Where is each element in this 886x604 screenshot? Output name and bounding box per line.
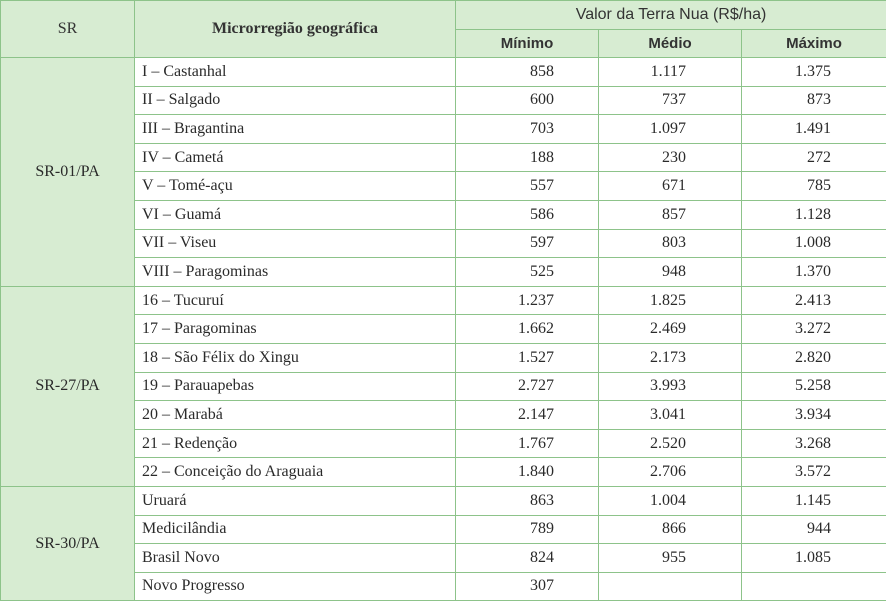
sr-cell: SR-01/PA [1,58,135,287]
minimo-cell: 1.767 [456,429,599,458]
medio-cell: 1.097 [599,115,742,144]
header-maximo: Máximo [742,30,886,58]
microrregiao-cell: 18 – São Félix do Xingu [135,343,456,372]
microrregiao-cell: Brasil Novo [135,544,456,573]
medio-cell: 737 [599,86,742,115]
minimo-cell: 2.147 [456,401,599,430]
minimo-cell: 789 [456,515,599,544]
maximo-cell: 1.145 [742,486,886,515]
maximo-cell: 2.413 [742,286,886,315]
minimo-cell: 858 [456,58,599,87]
maximo-cell: 1.370 [742,258,886,287]
table-row [1,58,886,87]
microrregiao-cell: 22 – Conceição do Araguaia [135,458,456,487]
sr-cell: SR-30/PA [1,486,135,600]
medio-cell: 948 [599,258,742,287]
table-row [1,286,886,315]
table-row [1,486,886,515]
maximo-cell: 785 [742,172,886,201]
microrregiao-cell: Medicilândia [135,515,456,544]
maximo-cell: 272 [742,143,886,172]
microrregiao-cell: 21 – Redenção [135,429,456,458]
maximo-cell: 3.934 [742,401,886,430]
medio-cell: 2.173 [599,343,742,372]
medio-cell: 857 [599,200,742,229]
minimo-cell: 824 [456,544,599,573]
microrregiao-cell: Novo Progresso [135,572,456,601]
microrregiao-cell: II – Salgado [135,86,456,115]
minimo-cell: 307 [456,572,599,601]
header-medio: Médio [599,30,742,58]
minimo-cell: 597 [456,229,599,258]
maximo-cell: 3.572 [742,458,886,487]
table-body [1,58,886,601]
medio-cell: 955 [599,544,742,573]
microrregiao-cell: 17 – Paragominas [135,315,456,344]
medio-cell: 1.004 [599,486,742,515]
minimo-cell: 557 [456,172,599,201]
microrregiao-cell: 16 – Tucuruí [135,286,456,315]
header-minimo: Mínimo [456,30,599,58]
minimo-cell: 188 [456,143,599,172]
medio-cell: 1.825 [599,286,742,315]
maximo-cell: 5.258 [742,372,886,401]
maximo-cell: 944 [742,515,886,544]
microrregiao-cell: V – Tomé-açu [135,172,456,201]
medio-cell: 3.993 [599,372,742,401]
maximo-cell: 1.085 [742,544,886,573]
microrregiao-cell: 20 – Marabá [135,401,456,430]
maximo-cell: 3.268 [742,429,886,458]
microrregiao-cell: VIII – Paragominas [135,258,456,287]
maximo-cell: 3.272 [742,315,886,344]
medio-cell: 230 [599,143,742,172]
minimo-cell: 1.237 [456,286,599,315]
medio-cell: 2.520 [599,429,742,458]
microrregiao-cell: IV – Cametá [135,143,456,172]
maximo-cell: 1.128 [742,200,886,229]
minimo-cell: 1.662 [456,315,599,344]
medio-cell: 671 [599,172,742,201]
maximo-cell: 2.820 [742,343,886,372]
medio-cell: 2.706 [599,458,742,487]
minimo-cell: 586 [456,200,599,229]
minimo-cell: 1.840 [456,458,599,487]
maximo-cell: 1.008 [742,229,886,258]
minimo-cell: 600 [456,86,599,115]
maximo-cell: 1.375 [742,58,886,87]
medio-cell [599,572,742,601]
minimo-cell: 703 [456,115,599,144]
sr-cell: SR-27/PA [1,286,135,486]
minimo-cell: 863 [456,486,599,515]
microrregiao-cell: Uruará [135,486,456,515]
medio-cell: 2.469 [599,315,742,344]
microrregiao-cell: 19 – Parauapebas [135,372,456,401]
medio-cell: 866 [599,515,742,544]
medio-cell: 3.041 [599,401,742,430]
minimo-cell: 2.727 [456,372,599,401]
maximo-cell: 873 [742,86,886,115]
header-sr: SR [1,1,135,58]
microrregiao-cell: VII – Viseu [135,229,456,258]
table-header [1,1,886,58]
minimo-cell: 525 [456,258,599,287]
minimo-cell: 1.527 [456,343,599,372]
microrregiao-cell: I – Castanhal [135,58,456,87]
maximo-cell [742,572,886,601]
header-microrregiao: Microrregião geográfica [135,1,456,58]
medio-cell: 1.117 [599,58,742,87]
header-valor-terra-nua: Valor da Terra Nua (R$/ha) [456,1,886,30]
microrregiao-cell: III – Bragantina [135,115,456,144]
maximo-cell: 1.491 [742,115,886,144]
microrregiao-cell: VI – Guamá [135,200,456,229]
medio-cell: 803 [599,229,742,258]
